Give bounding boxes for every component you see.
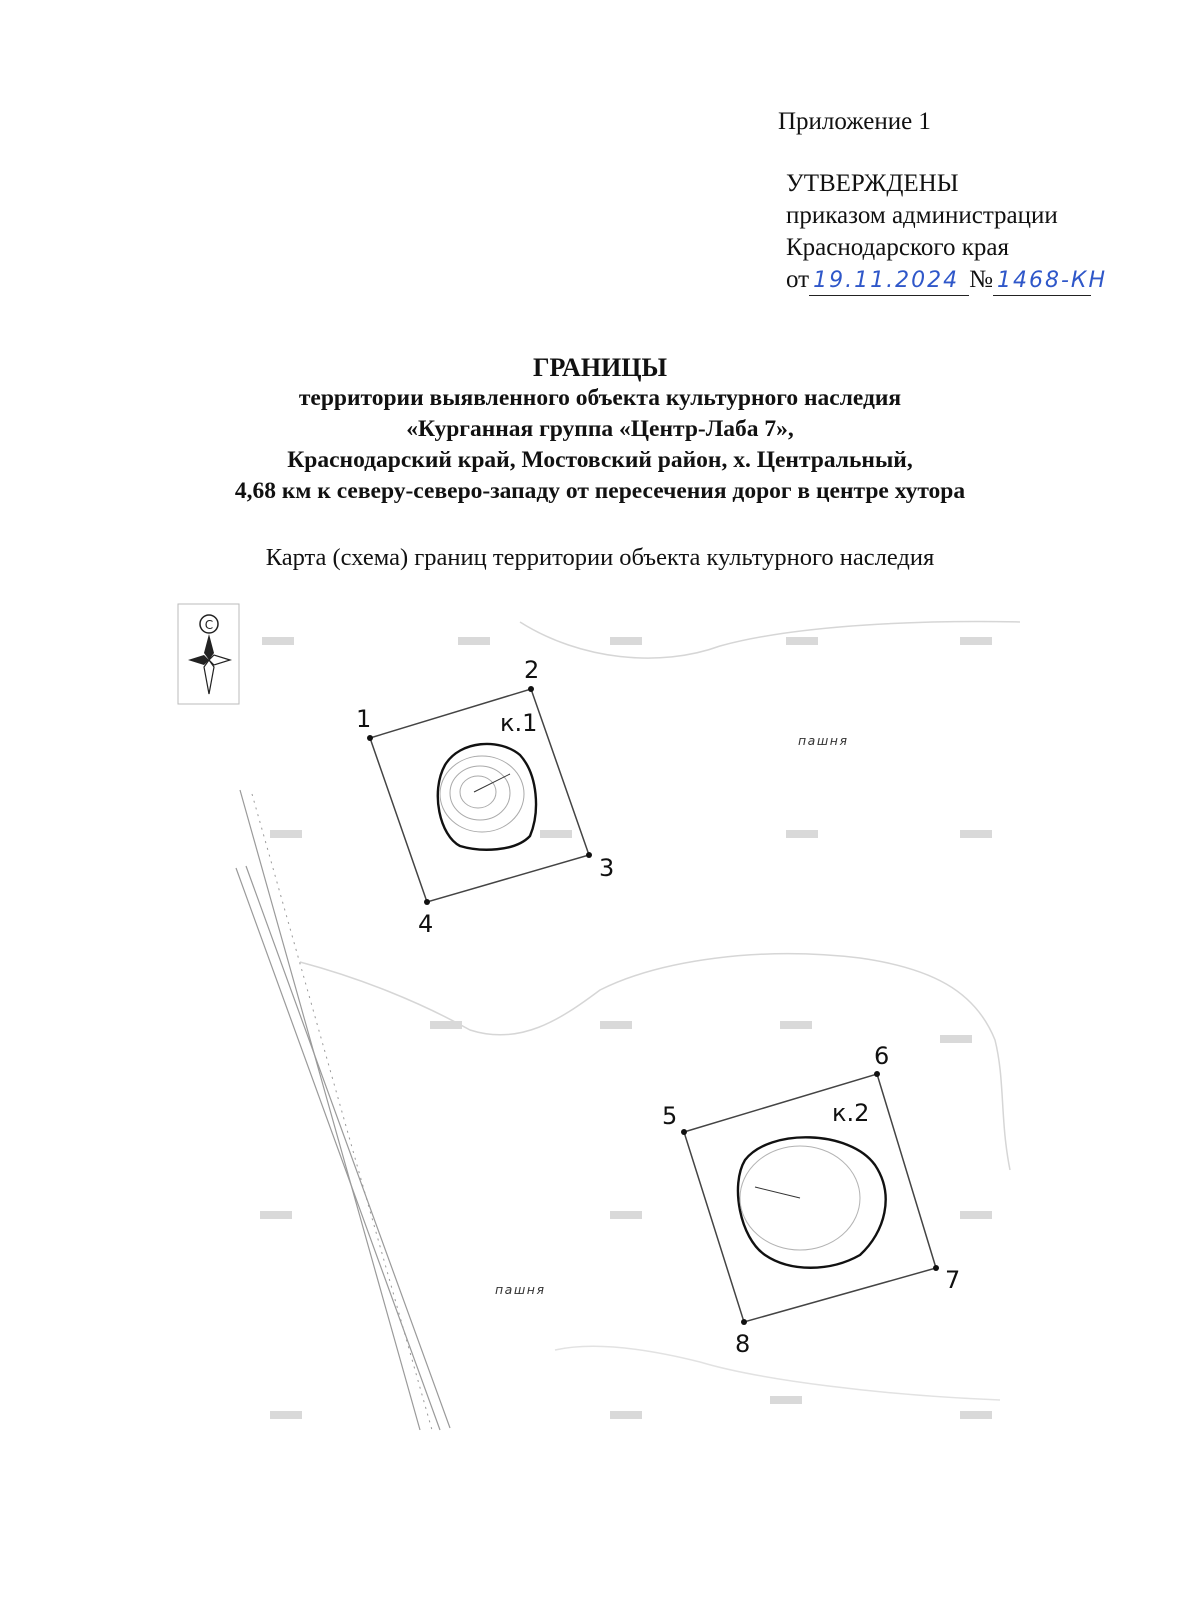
- boundary-polygon-2: [684, 1074, 936, 1322]
- point-4-label: 4: [418, 910, 434, 938]
- point-2-label: 2: [524, 656, 540, 684]
- point-8-label: 8: [735, 1330, 751, 1358]
- appendix-label: Приложение 1: [778, 108, 931, 135]
- kurgan-2-label: к.2: [832, 1099, 870, 1127]
- mound-2-outline: [738, 1137, 886, 1267]
- kurgan-1: [370, 689, 589, 902]
- elevation-marks: [260, 637, 992, 1419]
- kurgan-2: [684, 1074, 936, 1322]
- mound-2-radius: [755, 1187, 800, 1198]
- approval-heading: УТВЕРЖДЕНЫ: [786, 170, 959, 197]
- handwritten-date: 19.11.2024: [813, 268, 960, 293]
- compass-south-icon: [204, 660, 214, 694]
- map-caption: Карта (схема) границ территории объекта культурного наследия: [265, 544, 935, 571]
- point-5-label: 5: [662, 1102, 678, 1130]
- title-line-3: Краснодарский край, Мостовский район, х. Центральный,: [287, 447, 913, 473]
- kurgan-1-label: к.1: [500, 709, 538, 737]
- north-arrow: [178, 604, 239, 704]
- number-label: №: [969, 266, 993, 293]
- point-3-label: 3: [599, 854, 615, 882]
- point-1-label: 1: [356, 705, 372, 733]
- point-6-label: 6: [874, 1042, 890, 1070]
- title-line-4: 4,68 км к северу-северо-западу от пересечения дорог в центре хутора: [234, 478, 966, 504]
- road: [236, 790, 450, 1430]
- terrain-contours: [300, 622, 1020, 1400]
- from-label: от: [786, 266, 810, 293]
- field-label-1: пашня: [798, 733, 849, 748]
- field-labels: [495, 733, 848, 1297]
- mound-1-radius: [474, 774, 510, 792]
- approval-line-2: приказом администрации: [786, 202, 1058, 229]
- field-label-2: пашня: [495, 1282, 546, 1297]
- title-heading: ГРАНИЦЫ: [532, 353, 668, 382]
- title-line-1: территории выявленного объекта культурного наследия: [298, 385, 902, 411]
- title-line-2: «Курганная группа «Центр-Лаба 7»,: [406, 416, 794, 442]
- point-7-label: 7: [945, 1266, 961, 1294]
- mound-1-outline: [438, 744, 536, 850]
- boundary-polygon-1: [370, 689, 589, 902]
- mound-1-contours: [440, 756, 524, 832]
- handwritten-number: 1468-КН: [996, 268, 1108, 293]
- approval-line-3: Краснодарского края: [786, 234, 1009, 261]
- north-label: С: [204, 618, 214, 632]
- compass-east-icon: [209, 655, 230, 665]
